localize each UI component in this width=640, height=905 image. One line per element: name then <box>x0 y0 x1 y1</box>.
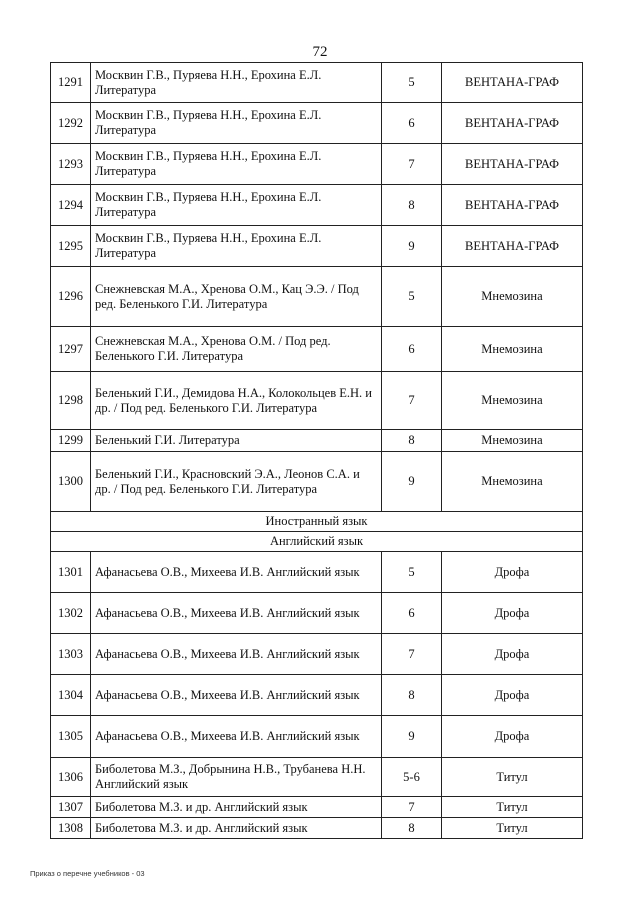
section-row <box>51 512 583 532</box>
table-row <box>51 372 583 430</box>
publisher: Мнемозина <box>442 372 583 430</box>
publisher: Дрофа <box>442 593 583 634</box>
grade: 6 <box>382 593 442 634</box>
author-title: Москвин Г.В., Пуряева Н.Н., Ерохина Е.Л. Литература <box>91 103 382 144</box>
author-title: Москвин Г.В., Пуряева Н.Н., Ерохина Е.Л. Литература <box>91 185 382 226</box>
publisher: Дрофа <box>442 716 583 758</box>
publisher: Мнемозина <box>442 452 583 512</box>
grade: 9 <box>382 226 442 267</box>
row-number: 1304 <box>51 675 91 716</box>
author-title: Афанасьева О.В., Михеева И.В. Английский язык <box>91 634 382 675</box>
publisher: ВЕНТАНА-ГРАФ <box>442 103 583 144</box>
table-row <box>51 103 583 144</box>
author-title: Москвин Г.В., Пуряева Н.Н., Ерохина Е.Л. Литература <box>91 63 382 103</box>
textbook-table <box>50 62 583 839</box>
table-row <box>51 267 583 327</box>
row-number: 1301 <box>51 552 91 593</box>
publisher: Дрофа <box>442 675 583 716</box>
table-row <box>51 452 583 512</box>
row-number: 1296 <box>51 267 91 327</box>
row-number: 1298 <box>51 372 91 430</box>
table-row <box>51 226 583 267</box>
grade: 6 <box>382 103 442 144</box>
footer-note: Приказ о перечне учебников - 03 <box>30 869 145 878</box>
grade: 5 <box>382 63 442 103</box>
grade: 9 <box>382 716 442 758</box>
author-title: Афанасьева О.В., Михеева И.В. Английский язык <box>91 593 382 634</box>
publisher: ВЕНТАНА-ГРАФ <box>442 226 583 267</box>
grade: 5 <box>382 552 442 593</box>
row-number: 1308 <box>51 818 91 839</box>
subsection-title: Английский язык <box>51 532 583 552</box>
table-row <box>51 185 583 226</box>
author-title: Биболетова М.З. и др. Английский язык <box>91 797 382 818</box>
table-row <box>51 758 583 797</box>
row-number: 1292 <box>51 103 91 144</box>
row-number: 1302 <box>51 593 91 634</box>
author-title: Биболетова М.З., Добрынина Н.В., Трубанева Н.Н. Английский язык <box>91 758 382 797</box>
table-row <box>51 430 583 452</box>
page-number: 72 <box>312 44 328 60</box>
table-row <box>51 634 583 675</box>
grade: 6 <box>382 327 442 372</box>
table-row <box>51 144 583 185</box>
author-title: Снежневская М.А., Хренова О.М. / Под ред. Беленького Г.И. Литература <box>91 327 382 372</box>
row-number: 1300 <box>51 452 91 512</box>
author-title: Снежневская М.А., Хренова О.М., Кац Э.Э. / Под ред. Беленького Г.И. Литература <box>91 267 382 327</box>
table-row <box>51 818 583 839</box>
author-title: Беленький Г.И. Литература <box>91 430 382 452</box>
row-number: 1299 <box>51 430 91 452</box>
grade: 8 <box>382 430 442 452</box>
grade: 5 <box>382 267 442 327</box>
publisher: ВЕНТАНА-ГРАФ <box>442 63 583 103</box>
grade: 8 <box>382 185 442 226</box>
publisher: ВЕНТАНА-ГРАФ <box>442 185 583 226</box>
publisher: Мнемозина <box>442 267 583 327</box>
subsection-row <box>51 532 583 552</box>
grade: 7 <box>382 372 442 430</box>
table-row <box>51 675 583 716</box>
publisher: Титул <box>442 797 583 818</box>
row-number: 1297 <box>51 327 91 372</box>
section-title: Иностранный язык <box>51 512 583 532</box>
author-title: Афанасьева О.В., Михеева И.В. Английский язык <box>91 716 382 758</box>
publisher: ВЕНТАНА-ГРАФ <box>442 144 583 185</box>
grade: 7 <box>382 144 442 185</box>
row-number: 1306 <box>51 758 91 797</box>
author-title: Москвин Г.В., Пуряева Н.Н., Ерохина Е.Л. Литература <box>91 226 382 267</box>
author-title: Беленький Г.И., Демидова Н.А., Колокольцев Е.Н. и др. / Под ред. Беленького Г.И. Литература <box>91 372 382 430</box>
row-number: 1291 <box>51 63 91 103</box>
publisher: Дрофа <box>442 634 583 675</box>
publisher: Дрофа <box>442 552 583 593</box>
row-number: 1294 <box>51 185 91 226</box>
table-row <box>51 327 583 372</box>
publisher: Титул <box>442 758 583 797</box>
table-row <box>51 552 583 593</box>
author-title: Беленький Г.И., Красновский Э.А., Леонов С.А. и др. / Под ред. Беленького Г.И. Литература <box>91 452 382 512</box>
row-number: 1307 <box>51 797 91 818</box>
grade: 9 <box>382 452 442 512</box>
publisher: Мнемозина <box>442 327 583 372</box>
grade: 8 <box>382 675 442 716</box>
publisher: Мнемозина <box>442 430 583 452</box>
table-row <box>51 716 583 758</box>
grade: 8 <box>382 818 442 839</box>
table-row <box>51 63 583 103</box>
grade: 7 <box>382 634 442 675</box>
row-number: 1293 <box>51 144 91 185</box>
author-title: Биболетова М.З. и др. Английский язык <box>91 818 382 839</box>
author-title: Афанасьева О.В., Михеева И.В. Английский язык <box>91 675 382 716</box>
author-title: Москвин Г.В., Пуряева Н.Н., Ерохина Е.Л. Литература <box>91 144 382 185</box>
row-number: 1305 <box>51 716 91 758</box>
table-row <box>51 593 583 634</box>
table-row <box>51 797 583 818</box>
publisher: Титул <box>442 818 583 839</box>
grade: 7 <box>382 797 442 818</box>
row-number: 1295 <box>51 226 91 267</box>
author-title: Афанасьева О.В., Михеева И.В. Английский язык <box>91 552 382 593</box>
grade: 5-6 <box>382 758 442 797</box>
row-number: 1303 <box>51 634 91 675</box>
